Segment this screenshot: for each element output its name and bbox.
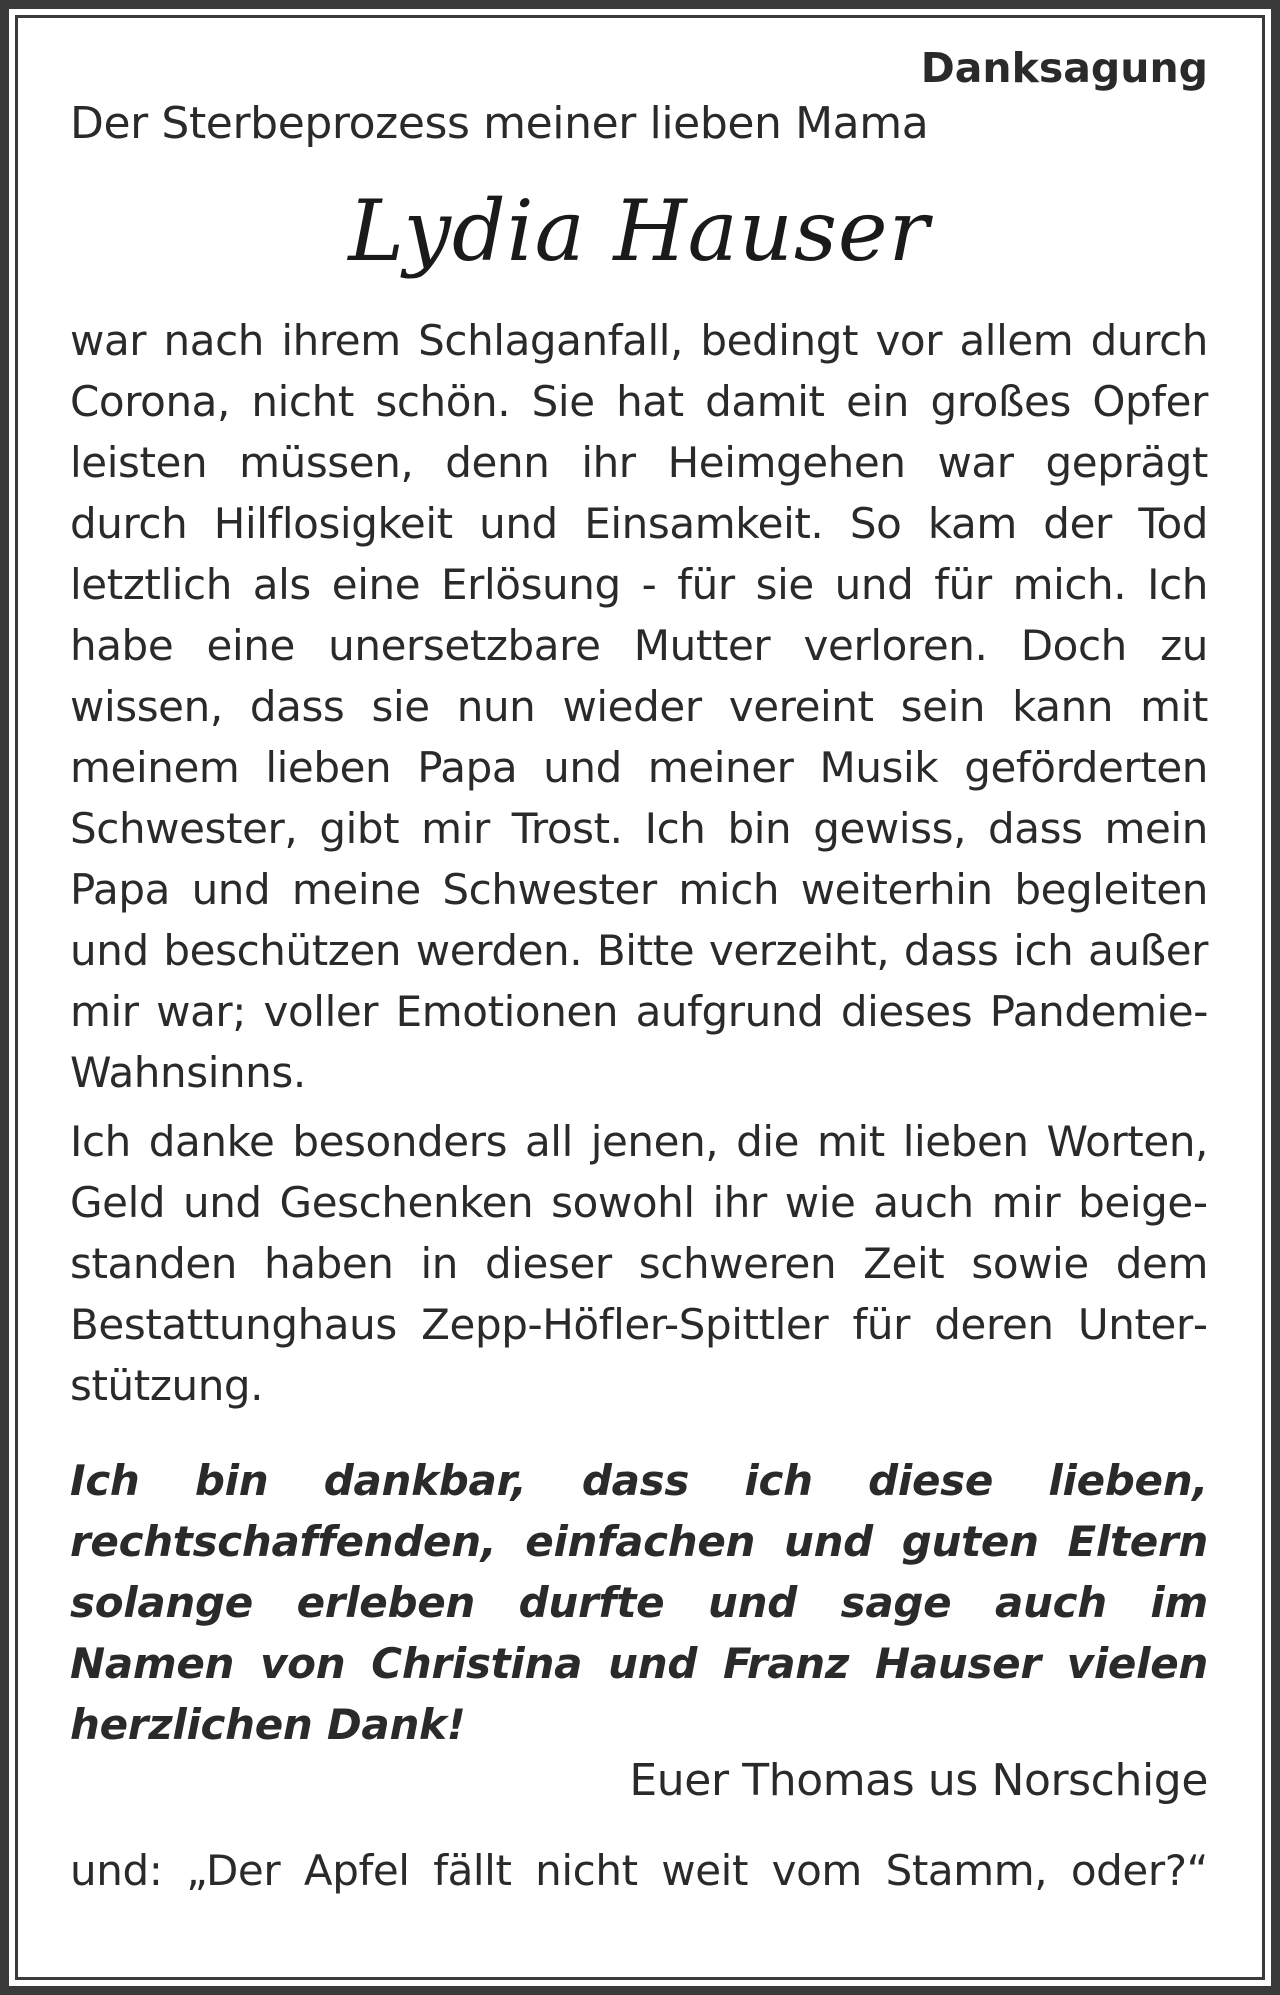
notice-content <box>70 40 1208 1901</box>
intro-line: Der Sterbeprozess meiner lieben Mama <box>70 98 929 149</box>
body-paragraph-1: war nach ihrem Schlaganfall, bedingt vor allem durch Corona, nicht schön. Sie hat damit ein großes Opfer leisten müssen, denn ihr Heimgehen war geprägt durch Hilflosigkeit und Einsamkeit. So kam der Tod letztlich als eine Erlösung - für sie und für mich. Ich habe eine unersetzbare Mutter verloren. Doch zu wissen, dass sie nun wieder vereint sein kann mit meinem lieben Papa und meiner Musik geförderten Schwester, gibt mir Trost. Ich bin gewiss, dass mein Papa und meine Schwester mich weiterhin begleiten und beschützen werden. Bitte verzeiht, dass ich außer mir war; voller Emotionen aufgrund dieses Pandemie-Wahnsinns. <box>70 316 1208 1097</box>
notice-heading: Danksagung <box>920 44 1208 92</box>
footer-quote: und: „Der Apfel fällt nicht weit vom Stamm, oder?“ <box>70 1846 1208 1895</box>
body-paragraph-3: Ich bin dankbar, dass ich diese lieben, rechtschaffenden, einfachen und guten Eltern solange erleben durfte und sage auch im Namen von Christina und Franz Hauser vielen herzlichen Dank! <box>70 1456 1208 1749</box>
signature: Euer Thomas us Norschige <box>629 1755 1208 1806</box>
deceased-name: Lydia Hauser <box>348 182 930 280</box>
body-paragraph-2: Ich danke besonders all jenen, die mit lieben Worten, Geld und Geschenken sowohl ihr wie auch mir beigestanden haben in dieser schweren Zeit sowie dem Bestattunghaus Zepp-Höfler-Spittler für deren Unterstützung. <box>70 1117 1208 1410</box>
